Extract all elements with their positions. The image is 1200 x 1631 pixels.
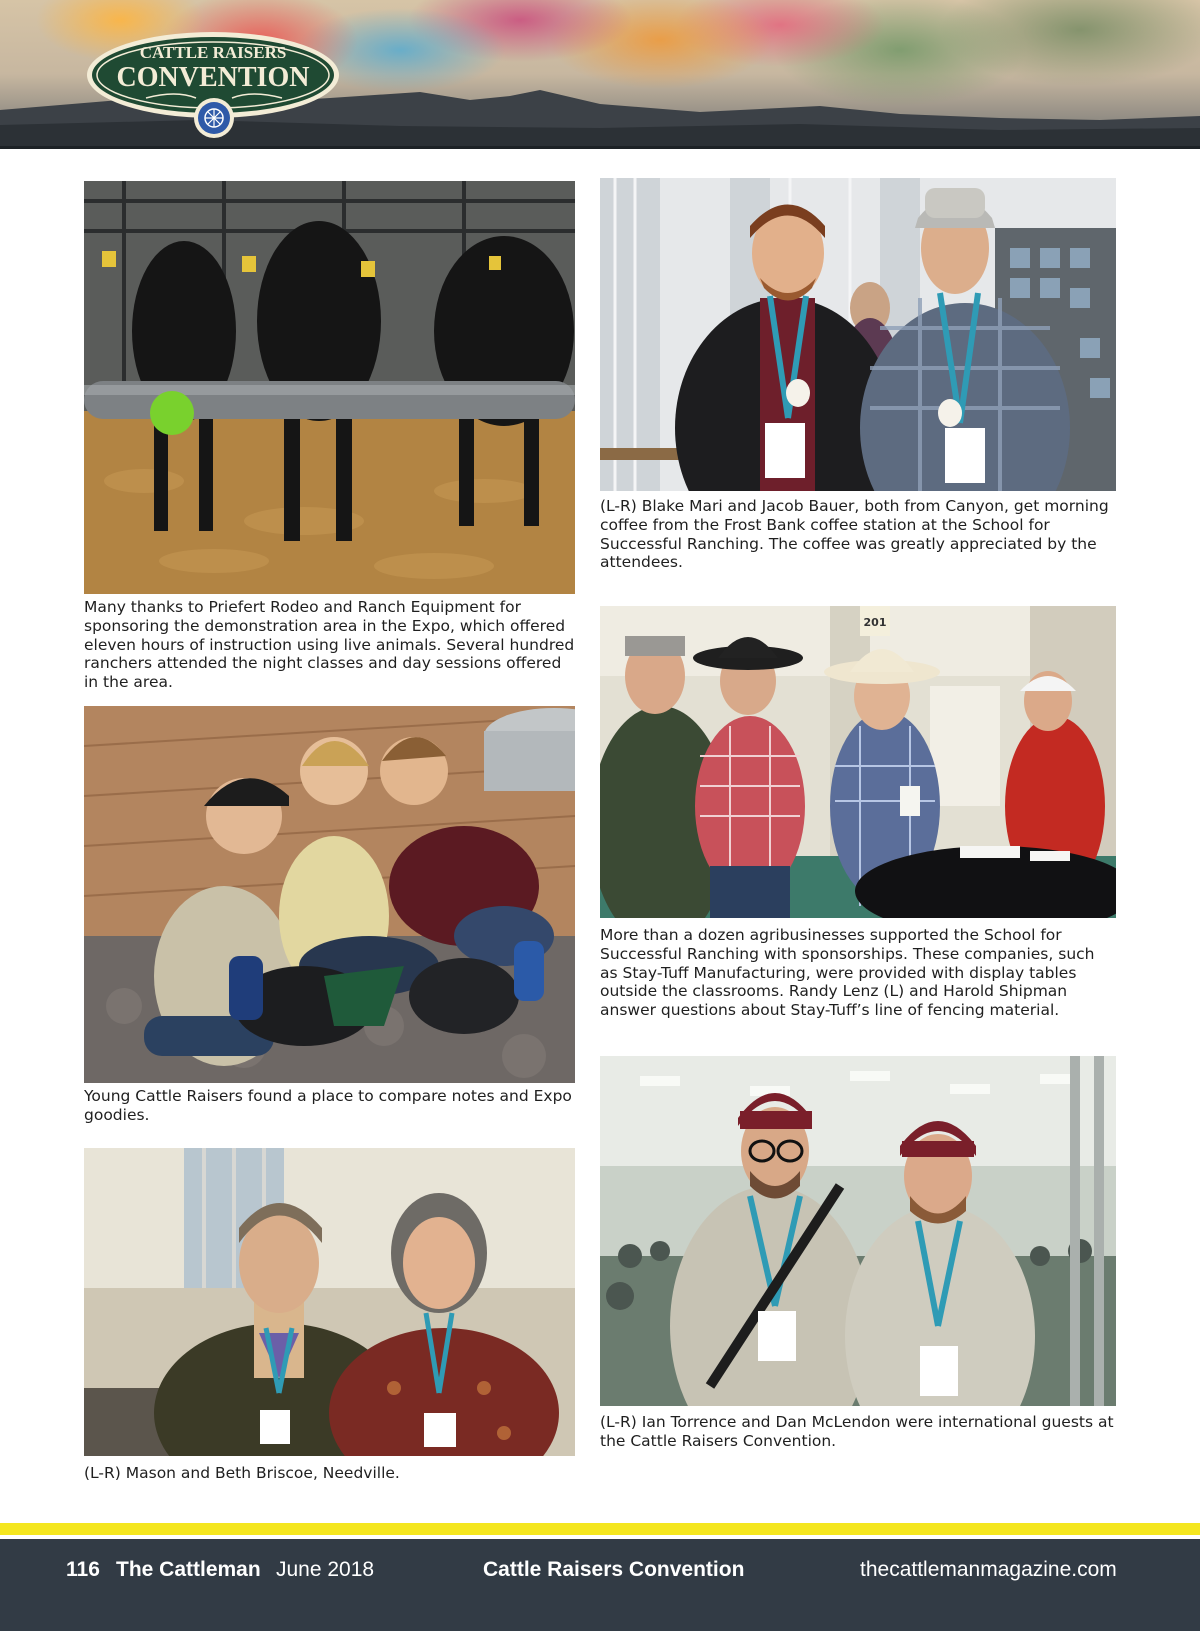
photo-cattle-pen [84, 181, 575, 594]
page-number: 116 [66, 1558, 100, 1581]
caption-briscoe: (L-R) Mason and Beth Briscoe, Needville. [84, 1464, 400, 1482]
header-banner [0, 0, 1200, 148]
photo-coffee-station [600, 178, 1116, 491]
caption-guests: (L-R) Ian Torrence and Dan McLendon were international guests at the Cattle Raisers Convention. [600, 1413, 1114, 1450]
website-url[interactable]: thecattlemanmagazine.com [860, 1558, 1117, 1581]
caption-coffee: (L-R) Blake Mari and Jacob Bauer, both from Canyon, get morning coffee from the Frost Bank coffee station at the School for Successful Ranching. The coffee was greatly appreciated by the attendees. [600, 497, 1109, 572]
caption-kids: Young Cattle Raisers found a place to compare notes and Expo goodies. [84, 1087, 572, 1124]
footer-stripe [0, 1523, 1200, 1535]
header-rule [0, 146, 1200, 149]
issue-date: June 2018 [276, 1558, 375, 1581]
caption-display: More than a dozen agribusinesses supported the School for Successful Ranching with sponsorships. These companies, such as Stay-Tuff Manufacturing, were provided with display tables outside the classrooms. Randy Lenz (L) and Harold Shipman answer questions about Stay-Tuff’s line of fencing material. [600, 926, 1095, 1020]
logo-main-text: CONVENTION [116, 62, 310, 93]
footer-bar [0, 1539, 1200, 1631]
photo-display-table [600, 606, 1116, 918]
caption-cattle: Many thanks to Priefert Rodeo and Ranch Equipment for sponsoring the demonstration area in the Expo, which offered eleven hours of instruction using live animals. Several hundred ranchers attended the night classes and day sessions offered in the area. [84, 598, 575, 692]
photo-international-guests [600, 1056, 1116, 1406]
logo-top-text: CATTLE RAISERS [139, 43, 287, 62]
svg-text:201: 201 [863, 616, 887, 629]
section-title: Cattle Raisers Convention [483, 1558, 745, 1581]
photo-kids-floor [84, 706, 575, 1083]
magazine-name: The Cattleman [116, 1558, 261, 1581]
photo-briscoe [84, 1148, 575, 1456]
convention-logo [86, 28, 340, 138]
